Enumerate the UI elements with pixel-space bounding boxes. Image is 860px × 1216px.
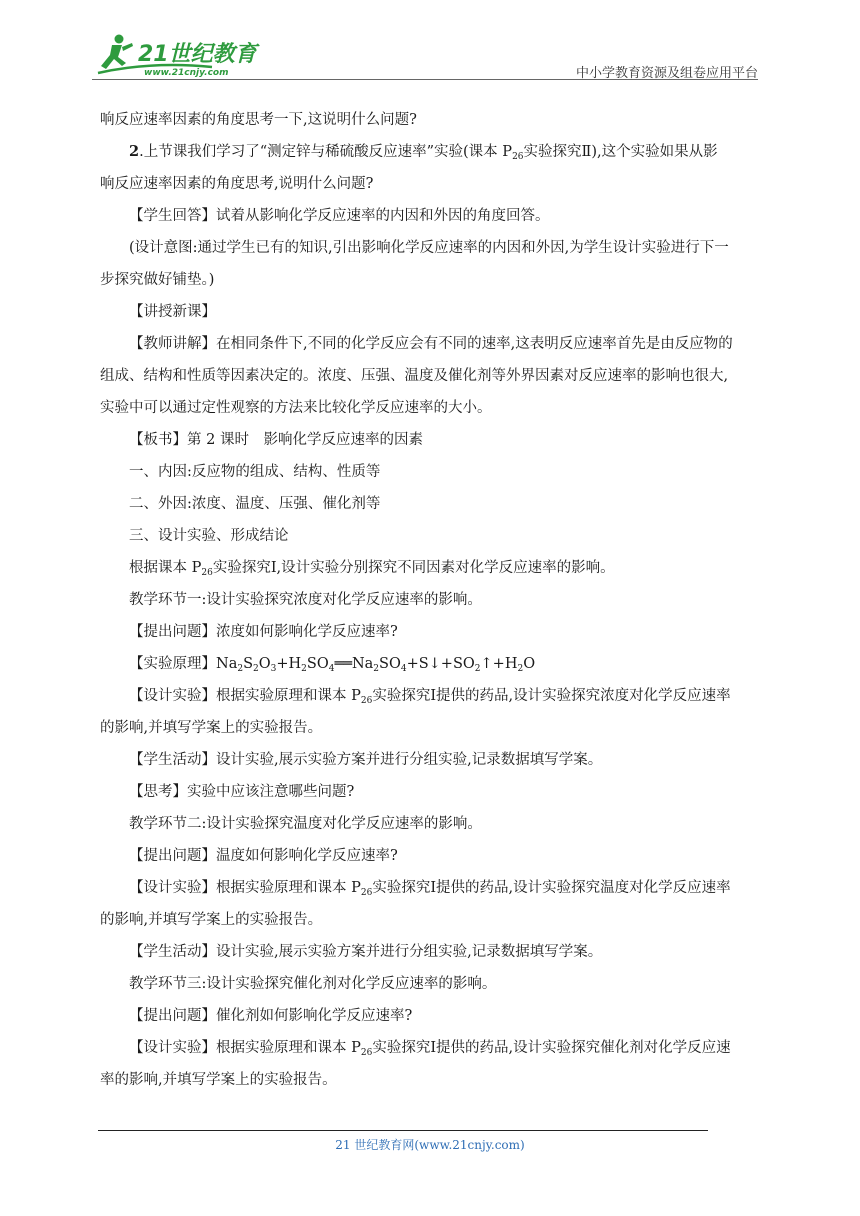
list-item: 一、内因:反应物的组成、结构、性质等 xyxy=(129,464,381,480)
question-2 xyxy=(100,136,765,168)
paragraph-line: 教学环节二:设计实验探究温度对化学反应速率的影响。 xyxy=(129,816,482,832)
site-logo[interactable] xyxy=(92,33,262,81)
paragraph-line: 率的影响,并填写学案上的实验报告。 xyxy=(100,1072,337,1088)
experiment-principle xyxy=(100,648,765,680)
subscript: 26 xyxy=(360,888,373,898)
paragraph-line: 的影响,并填写学案上的实验报告。 xyxy=(100,912,323,928)
chemical-equation: $Na_2S_2O_3+H_2SO_4══Na_2SO_4+S↓+SO_2↑+H_2O$ xyxy=(216,656,536,674)
platform-name: 中小学教育资源及组卷应用平台 xyxy=(575,66,758,81)
list-item: 三、设计实验、形成结论 xyxy=(129,528,289,544)
paragraph-line xyxy=(100,872,765,904)
paragraph-line: 组成、结构和性质等因素决定的。浓度、压强、温度及催化剂等外界因素对反应速率的影响也很大, xyxy=(100,368,729,384)
paragraph-line: 实验中可以通过定性观察的方法来比较化学反应速率的大小。 xyxy=(100,400,492,416)
subscript: 26 xyxy=(360,696,373,706)
section-heading: 【讲授新课】 xyxy=(129,304,216,320)
text-span: 实验探究Ⅱ),这个实验如果从影 xyxy=(523,144,718,160)
paragraph-line: 步探究做好铺垫。) xyxy=(100,272,215,288)
logo-url: www.21cnjy.com xyxy=(144,68,229,78)
subscript: 26 xyxy=(201,568,213,578)
text-span: .上节课我们学习了“测定锌与稀硫酸反应速率”实验(课本 P xyxy=(139,144,513,160)
paragraph-line xyxy=(100,1032,765,1064)
list-item: 二、外因:浓度、温度、压强、催化剂等 xyxy=(129,496,381,512)
paragraph-line: 【提出问题】催化剂如何影响化学反应速率? xyxy=(129,1008,413,1024)
text-span: 实验探究Ⅰ提供的药品,设计实验探究温度对化学反应速率 xyxy=(372,880,731,896)
document-body xyxy=(100,104,765,1096)
paragraph-line: 响反应速率因素的角度思考一下,这说明什么问题? xyxy=(100,112,417,128)
paragraph-line: 教学环节三:设计实验探究催化剂对化学反应速率的影响。 xyxy=(129,976,497,992)
paragraph-line: 响反应速率因素的角度思考,说明什么问题? xyxy=(100,176,374,192)
page-header xyxy=(0,0,860,90)
text-span: 实验探究Ⅰ提供的药品,设计实验探究催化剂对化学反应速 xyxy=(372,1040,731,1056)
text-span: 实验探究Ⅰ提供的药品,设计实验探究浓度对化学反应速率 xyxy=(372,688,731,704)
board-title: 【板书】第 2 课时 影响化学反应速率的因素 xyxy=(129,432,423,448)
text-span: 【设计实验】根据实验原理和课本 P xyxy=(129,880,361,896)
text-span: 实验探究Ⅰ,设计实验分别探究不同因素对化学反应速率的影响。 xyxy=(212,560,615,576)
paragraph-line: 教学环节一:设计实验探究浓度对化学反应速率的影响。 xyxy=(129,592,482,608)
logo-title: 21世纪教育 xyxy=(138,42,257,67)
paragraph-line: (设计意图:通过学生已有的知识,引出影响化学反应速率的内因和外因,为学生设计实验进行下一 xyxy=(129,240,729,256)
text-span: 【设计实验】根据实验原理和课本 P xyxy=(129,688,361,704)
paragraph-line: 【提出问题】温度如何影响化学反应速率? xyxy=(129,848,398,864)
footer-link[interactable]: 21 世纪教育网(www.21cnjy.com) xyxy=(335,1138,525,1152)
runner-logo-icon xyxy=(92,33,262,81)
footer-divider xyxy=(98,1130,708,1131)
paragraph-line: 【学生回答】试着从影响化学反应速率的内因和外因的角度回答。 xyxy=(129,208,550,224)
header-divider xyxy=(92,79,758,80)
subscript: 26 xyxy=(512,152,524,162)
question-number: 2 xyxy=(129,143,140,160)
paragraph-line: 【学生活动】设计实验,展示实验方案并进行分组实验,记录数据填写学案。 xyxy=(129,752,603,768)
subscript: 26 xyxy=(360,1048,373,1058)
paragraph-line: 【思考】实验中应该注意哪些问题? xyxy=(129,784,355,800)
paragraph-line xyxy=(100,680,765,712)
text-span: 【设计实验】根据实验原理和课本 P xyxy=(129,1040,361,1056)
text-span: 根据课本 P xyxy=(129,560,202,576)
paragraph-line: 【教师讲解】在相同条件下,不同的化学反应会有不同的速率,这表明反应速率首先是由反应物的 xyxy=(129,336,733,352)
paragraph-line: 【提出问题】浓度如何影响化学反应速率? xyxy=(129,624,398,640)
paragraph-line xyxy=(100,552,765,584)
paragraph-line: 的影响,并填写学案上的实验报告。 xyxy=(100,720,323,736)
text-span: 【实验原理】 xyxy=(129,656,216,672)
paragraph-line: 【学生活动】设计实验,展示实验方案并进行分组实验,记录数据填写学案。 xyxy=(129,944,603,960)
